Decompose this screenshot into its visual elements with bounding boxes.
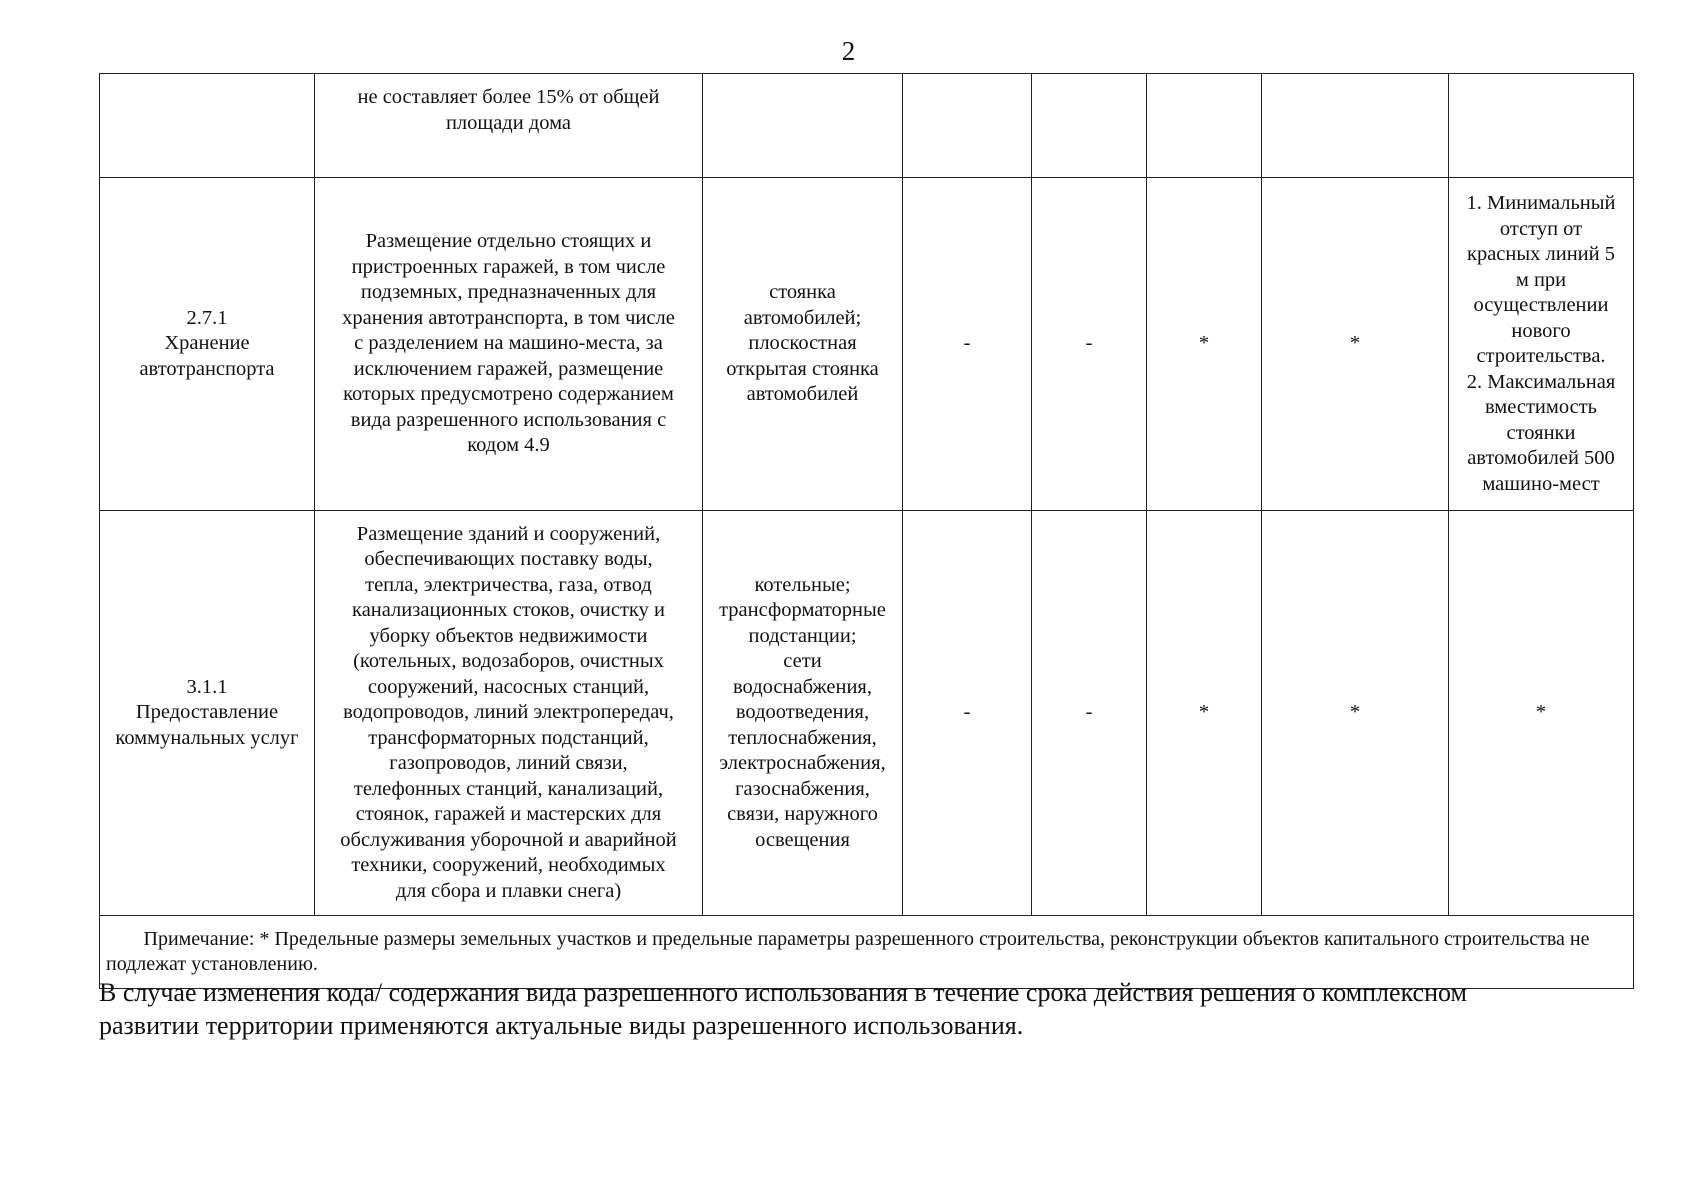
text-line: трансформаторные	[719, 599, 886, 622]
text-line: развитии территории применяются актуальные виды разрешенного использования.	[99, 1011, 1024, 1040]
text-line: коммунальных услуг	[115, 726, 299, 749]
value-cell: -	[903, 178, 1032, 511]
objects-cell	[703, 511, 903, 916]
text-line: телефонных станций, канализаций,	[353, 777, 664, 800]
text-line: газопроводов, линий связи,	[389, 752, 628, 775]
text-line: котельные;	[754, 573, 851, 596]
value-cell: *	[1262, 178, 1449, 511]
text-line: плоскостная	[748, 332, 857, 355]
value-cell: -	[1032, 511, 1147, 916]
empty-cell	[1147, 74, 1262, 178]
table-row-continuation	[100, 74, 1634, 178]
text-line: отступ от	[1499, 217, 1583, 240]
table-row	[100, 178, 1634, 511]
text-line: электроснабжения,	[719, 752, 886, 775]
empty-cell	[1449, 74, 1634, 178]
text-line: м при	[1515, 268, 1567, 291]
text-line: водоотведения,	[735, 701, 870, 724]
text-line: пристроенных гаражей, в том числе	[351, 255, 666, 278]
text-line: автомобилей	[746, 383, 859, 406]
text-line: исключением гаражей, размещение	[353, 357, 664, 380]
land-use-table	[99, 73, 1634, 989]
text-line: 1. Минимальный	[1466, 192, 1616, 214]
description-cell	[315, 178, 703, 511]
text-line: автотранспорта	[139, 357, 275, 380]
text-line: автомобилей;	[743, 306, 862, 329]
text-line: машино-мест	[1482, 472, 1600, 495]
text-line: подземных, предназначенных для	[360, 281, 657, 304]
text-line: сооружений, насосных станций,	[367, 675, 650, 698]
value-cell: -	[903, 511, 1032, 916]
text-line: кодом 4.9	[467, 434, 550, 457]
code-cell-empty	[100, 74, 315, 178]
text-line: Размещение зданий и сооружений,	[356, 522, 661, 545]
text-line: открытая стоянка	[726, 357, 879, 380]
text-line: водопроводов, линий электропередач,	[343, 701, 674, 724]
text-line: связи, наружного	[727, 803, 878, 826]
text-line: не составляет более 15% от общей	[357, 86, 660, 108]
text-line: стоянка	[769, 281, 836, 304]
text-line: стоянок, гаражей и мастерских для	[355, 803, 662, 826]
text-line: тепла, электричества, газа, отвод	[365, 573, 652, 596]
text-line: освещения	[755, 828, 850, 851]
text-line: осуществлении	[1473, 294, 1609, 316]
empty-cell	[1262, 74, 1449, 178]
text-line: нового	[1511, 319, 1571, 342]
text-line: сети	[783, 650, 822, 673]
text-line: которых предусмотрено содержанием	[343, 383, 674, 406]
value-cell: *	[1147, 511, 1262, 916]
text-line: вида разрешенного использования с	[350, 408, 667, 431]
objects-cell	[703, 178, 903, 511]
text-line: *	[1535, 701, 1547, 724]
text-line: обеспечивающих поставку воды,	[364, 548, 653, 571]
text-line: площади дома	[445, 111, 572, 134]
text-line: обслуживания уборочной и аварийной	[340, 828, 677, 851]
text-line: водоснабжения,	[733, 675, 872, 698]
text-line: техники, сооружений, необходимых	[351, 854, 666, 877]
value-cell: -	[1032, 178, 1147, 511]
text-line: канализационных стоков, очистку и	[352, 599, 665, 622]
text-line: теплоснабжения,	[728, 726, 877, 749]
value-cell: *	[1147, 178, 1262, 511]
text-line: 2. Максимальная	[1466, 370, 1616, 393]
text-line: стоянки	[1506, 421, 1576, 444]
text-line: 3.1.1	[186, 675, 228, 698]
text-line: Хранение	[164, 332, 250, 355]
code-cell	[100, 511, 315, 916]
empty-cell	[1032, 74, 1147, 178]
empty-cell	[903, 74, 1032, 178]
text-line: 2.7.1	[186, 306, 228, 329]
description-cell	[315, 511, 703, 916]
text-line: Предоставление	[135, 701, 279, 724]
text-line: подстанции;	[748, 624, 857, 647]
page-number: 2	[841, 36, 856, 66]
text-line: газоснабжения,	[735, 777, 870, 800]
text-line: с разделением на машино-места, за	[354, 332, 663, 355]
text-line: уборку объектов недвижимости	[369, 624, 648, 647]
objects-cell-empty	[703, 74, 903, 178]
text-line: В случае изменения кода/ содержания вида разрешенного использования в течение срока действия решения о комплексном	[99, 978, 1467, 1007]
text-line: для сбора и плавки снега)	[395, 879, 622, 902]
text-line: вместимость	[1484, 396, 1598, 418]
text-line: автомобилей 500	[1467, 447, 1615, 469]
code-cell	[100, 178, 315, 511]
text-line: красных линий 5	[1466, 243, 1615, 265]
params-cell	[1449, 178, 1634, 511]
table-note: Примечание: * Предельные размеры земельных участков и предельные параметры разрешенного строительства, реконструкции объектов капитального строительства не подлежат установлению.	[100, 916, 1634, 989]
table-row	[100, 511, 1634, 916]
text-line: (котельных, водозаборов, очистных	[353, 650, 664, 673]
text-line: хранения автотранспорта, в том числе	[342, 306, 675, 329]
description-cell	[315, 74, 703, 178]
text-line: строительства.	[1476, 345, 1606, 367]
footer-paragraph	[99, 976, 1639, 1042]
params-cell	[1449, 511, 1634, 916]
text-line: Размещение отдельно стоящих и	[365, 230, 652, 253]
text-line: трансформаторных подстанций,	[368, 726, 649, 749]
value-cell: *	[1262, 511, 1449, 916]
